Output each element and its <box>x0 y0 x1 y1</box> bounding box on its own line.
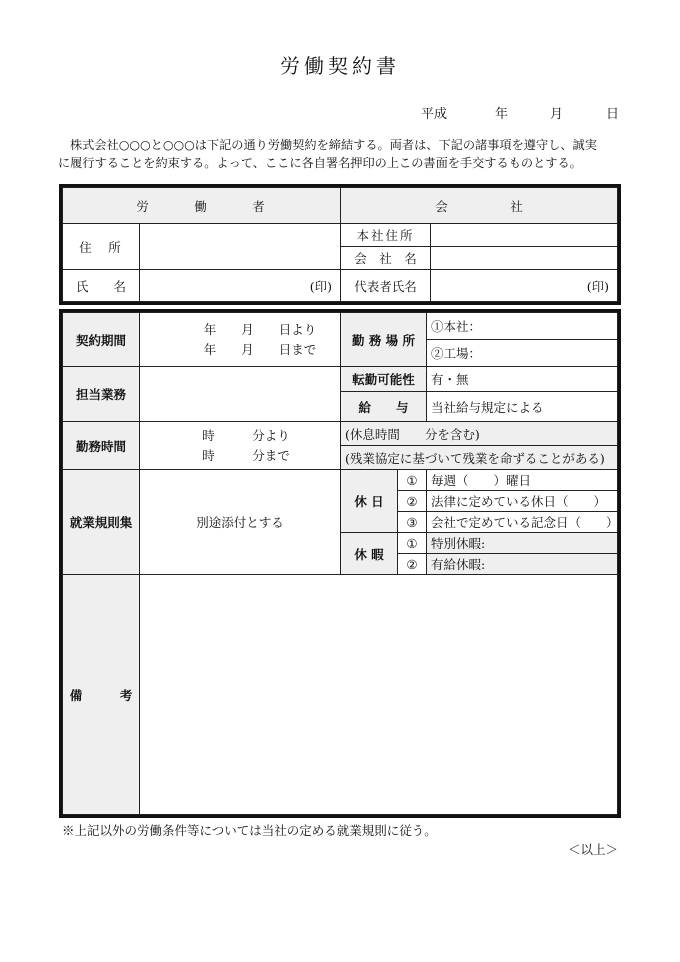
rules-label: 就業規則集 <box>63 470 140 575</box>
date-month: 月 <box>550 107 564 122</box>
transfer-value[interactable]: 有・無 <box>427 367 618 392</box>
footer-note: ※上記以外の労働条件等については当社の定める就業規則に従う。 <box>62 823 437 838</box>
date-era: 平成 <box>421 107 448 122</box>
terms-table <box>62 312 618 815</box>
holiday-item-text[interactable]: 毎週（ ）曜日 <box>427 470 618 491</box>
workplace-label: 勤 務 場 所 <box>341 313 427 367</box>
hq-address-label: 本社住所 <box>341 224 431 247</box>
leave-item-text[interactable]: 有給休暇: <box>427 554 618 575</box>
hq-address-field[interactable] <box>431 224 618 247</box>
holiday-item-num: ③ <box>398 512 427 533</box>
holiday-item-num: ① <box>398 470 427 491</box>
remarks-field[interactable] <box>140 575 618 815</box>
worker-seal-mark: (印) <box>309 278 333 294</box>
break-note: (休息時間 分を含む) <box>341 422 618 446</box>
salary-label: 給 与 <box>341 392 427 422</box>
leave-label: 休 暇 <box>341 533 398 575</box>
rep-name-field[interactable] <box>431 270 618 302</box>
company-header: 会 社 <box>341 188 618 224</box>
hours-to: 時 分まで <box>202 447 290 463</box>
name-label: 氏 名 <box>63 270 140 302</box>
parties-table <box>62 187 618 302</box>
salary-value: 当社給与規定による <box>427 392 618 422</box>
footer-end-mark: ＜以上＞ <box>567 842 618 857</box>
rep-name-label: 代表者氏名 <box>341 270 431 302</box>
company-name-field[interactable] <box>431 247 618 270</box>
period-to: 年 月 日まで <box>203 341 317 357</box>
document-title: 労働契約書 <box>280 54 400 78</box>
transfer-label: 転勤可能性 <box>341 367 427 392</box>
address-label: 住 所 <box>63 224 140 270</box>
holiday-item-num: ② <box>398 491 427 512</box>
worker-name-field[interactable] <box>140 270 341 302</box>
date-year: 年 <box>495 107 509 122</box>
intro-paragraph <box>58 137 628 172</box>
parties-table-box <box>59 184 621 305</box>
contract-period-field[interactable] <box>140 313 341 367</box>
period-from: 年 月 日より <box>203 321 317 337</box>
terms-table-box <box>59 309 621 818</box>
contract-period-label: 契約期間 <box>63 313 140 367</box>
duty-field[interactable] <box>140 367 341 422</box>
workplace-factory-field[interactable]: ②工場： <box>427 340 618 367</box>
company-name-label: 会 社 名 <box>341 247 431 270</box>
rules-value: 別途添付とする <box>140 470 341 575</box>
date-day: 日 <box>606 107 620 122</box>
worker-address-field[interactable] <box>140 224 341 270</box>
holiday-item-text[interactable]: 会社で定めている記念日（ ） <box>427 512 618 533</box>
worker-header: 労 働 者 <box>63 188 341 224</box>
holiday-item-text[interactable]: 法律に定めている休日（ ） <box>427 491 618 512</box>
intro-line-1: 株式会社○○○と○○○は下記の通り労働契約を締結する。両者は、下記の諸事項を遵守し、誠実 <box>70 138 597 152</box>
leave-item-text[interactable]: 特別休暇: <box>427 533 618 554</box>
hours-field[interactable] <box>140 422 341 470</box>
remarks-label: 備 考 <box>63 575 140 815</box>
leave-item-num: ② <box>398 554 427 575</box>
workplace-hq-field[interactable]: ①本社： <box>427 313 618 340</box>
hours-from: 時 分より <box>202 427 290 443</box>
hours-label: 勤務時間 <box>63 422 140 470</box>
rep-seal-mark: (印) <box>586 278 609 294</box>
leave-item-num: ① <box>398 533 427 554</box>
duty-label: 担当業務 <box>63 367 140 422</box>
intro-line-2: に履行することを約束する。よって、ここに各自署名押印の上この書面を手交するものとする。 <box>58 155 582 170</box>
overtime-note: (残業協定に基づいて残業を命ずることがある) <box>341 446 618 470</box>
holiday-label: 休 日 <box>341 470 398 533</box>
